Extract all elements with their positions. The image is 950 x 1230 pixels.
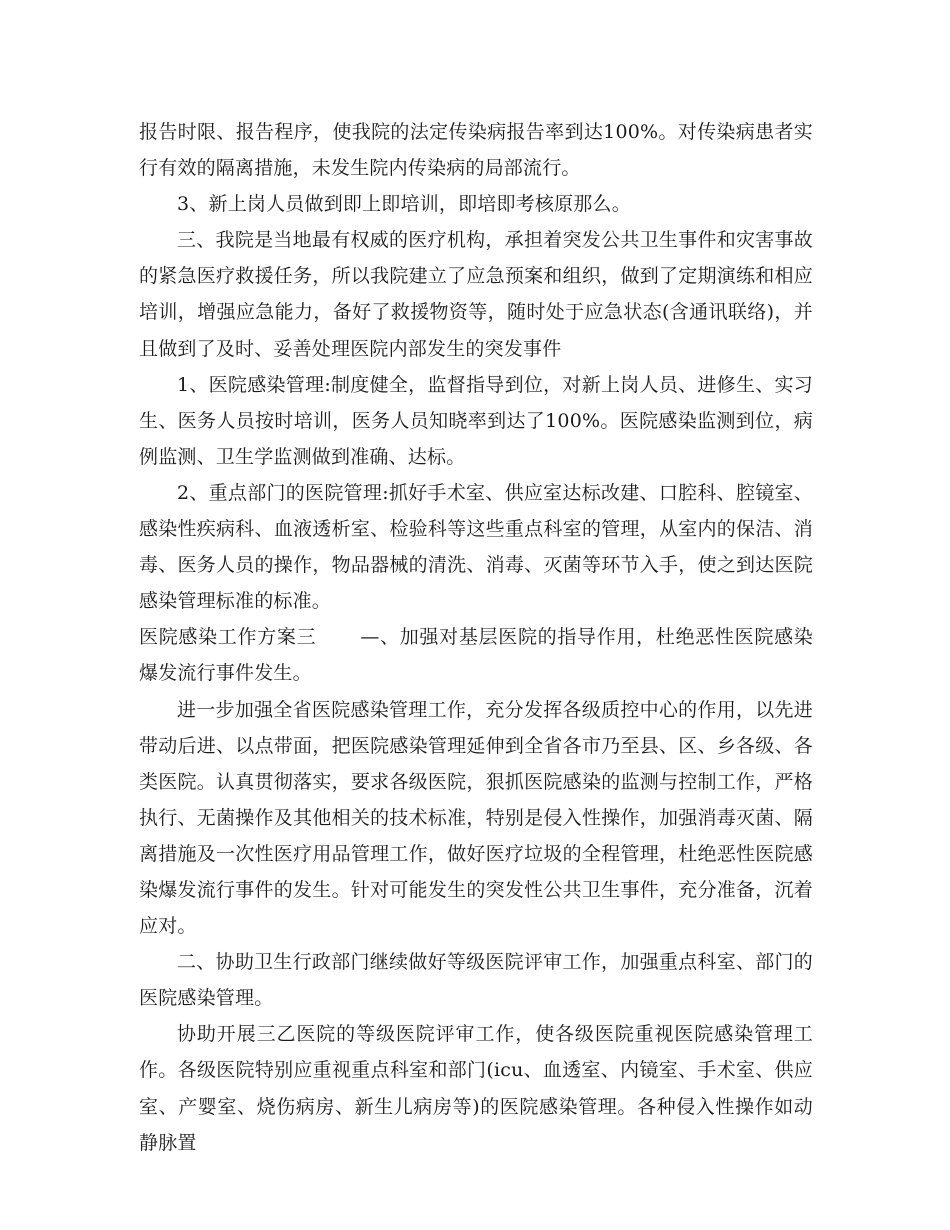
paragraph: 三、我院是当地最有权威的医疗机构，承担着突发公共卫生事件和灾害事故的紧急医疗救援任务，所以我院建立了应急预案和组织，做到了定期演练和相应培训，增强应急能力，备好了救援物资等，随时处于应急状态(含通讯联络)，并且做到了及时、妥善处理医院内部发生的突发事件 [139,229,813,360]
paragraph: 进一步加强全省医院感染管理工作，充分发挥各级质控中心的作用，以先进带动后进、以点带面，把医院感染管理延伸到全省各市乃至县、区、乡各级、各类医院。认真贯彻落实，要求各级医院，狠抓医院感染的监测与控制工作，严格执行、无菌操作及其他相关的技术标准，特别是侵入性操作，加强消毒灭菌、隔离措施及一次性医疗用品管理工作，做好医疗垃圾的全程管理，杜绝恶性医院感染爆发流行事件的发生。针对可能发生的突发性公共卫生事件，充分准备，沉着应对。 [139,698,813,938]
paragraph: 1、医院感染管理:制度健全，监督指导到位，对新上岗人员、进修生、实习生、医务人员按时培训，医务人员知晓率到达了100%。医院感染监测到位，病例监测、卫生学监测做到准确、达标。 [139,373,813,468]
paragraph: 协助开展三乙医院的等级医院评审工作，使各级医院重视医院感染管理工作。各级医院特别应重视重点科室和部门(icu、血透室、内镜室、手术室、供应室、产婴室、烧伤病房、新生儿病房等)的医院感染管理。各种侵入性操作如动静脉置 [139,1023,813,1154]
section-heading-paragraph [139,619,813,691]
paragraph: 2、重点部门的医院管理:抓好手术室、供应室达标改建、口腔科、腔镜室、感染性疾病科、血液透析室、检验科等这些重点科室的管理，从室内的保洁、消毒、医务人员的操作，物品器械的清洗、消毒、灭菌等环节入手，使之到达医院感染管理标准的标准。 [139,481,813,613]
section-title: 医院感染工作方案三 [139,626,317,649]
section-first-point: —、加强对基层医院的指导作用，杜绝恶性医院感染爆发流行事件发生。 [139,626,813,685]
paragraph: 二、协助卫生行政部门继续做好等级医院评审工作，加强重点科室、部门的医院感染管理。 [139,951,813,1010]
document-body [139,114,813,1161]
paragraph: 报告时限、报告程序，使我院的法定传染病报告率到达100%。对传染病患者实行有效的隔离措施，未发生院内传染病的局部流行。 [139,121,813,180]
paragraph: 3、新上岗人员做到即上即培训，即培即考核原那么。 [177,193,631,216]
